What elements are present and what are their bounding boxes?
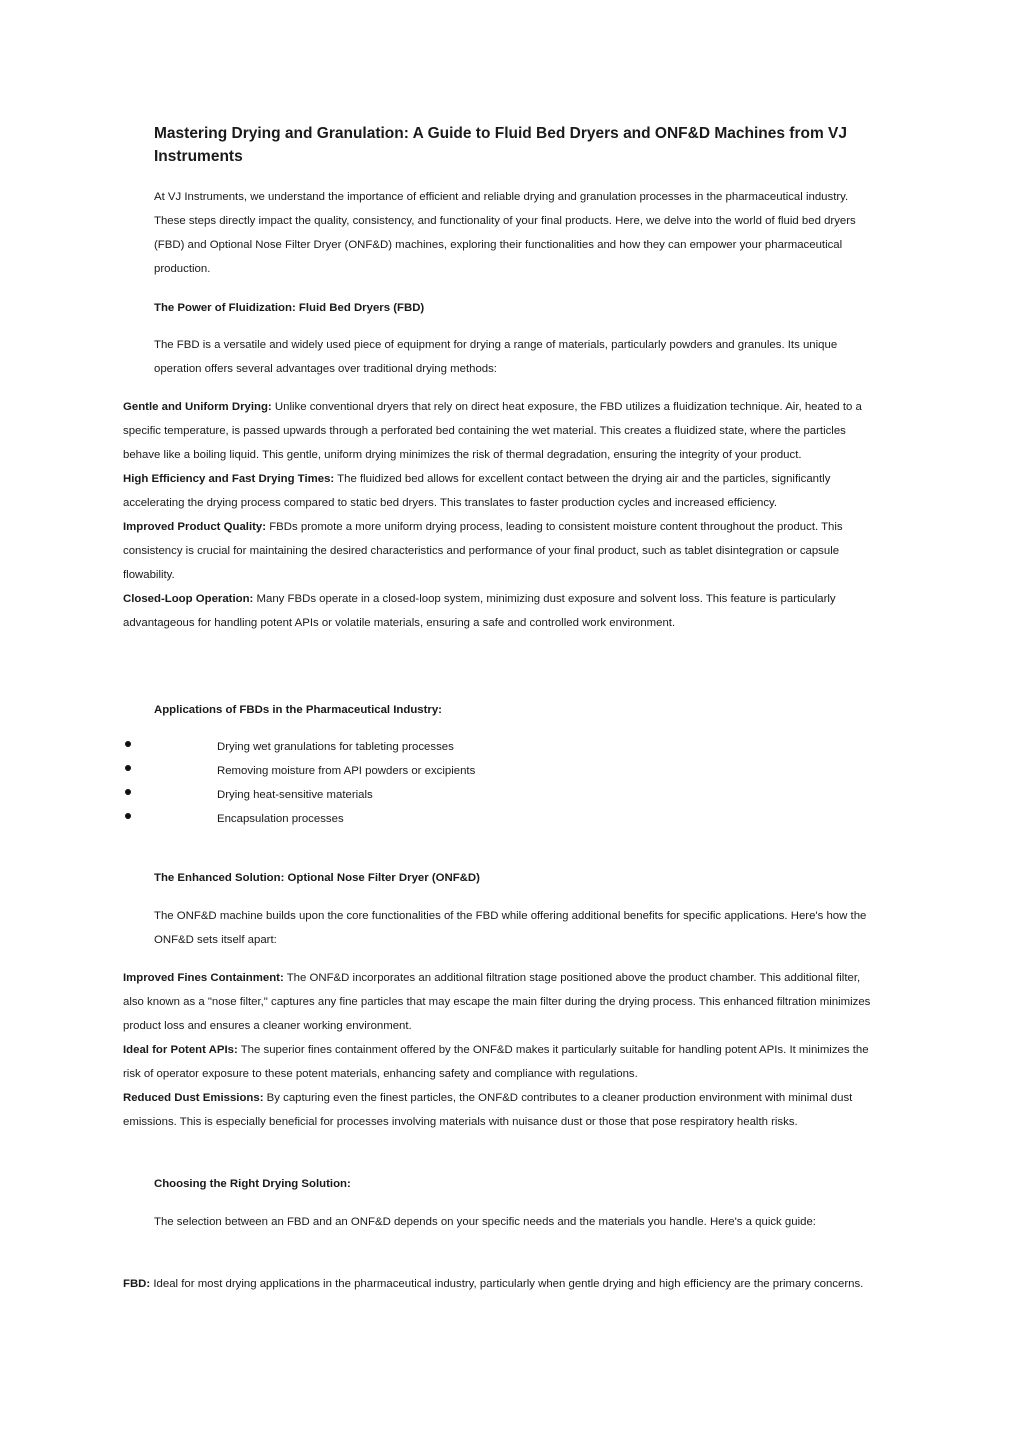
fbd-point-text: The fluidized bed allows for excellent contact between the drying air and the particles, significantly accelerating the drying process compared to static bed dryers. This translates to faster production cycles and increased efficiency. (123, 473, 831, 509)
list-item-text: Drying wet granulations for tableting processes (217, 741, 454, 753)
bullet-icon (125, 765, 131, 771)
fbd-point (123, 515, 873, 587)
list-item-text: Drying heat-sensitive materials (217, 789, 373, 801)
fbd-point-lead: High Efficiency and Fast Drying Times: (123, 473, 335, 485)
onfd-point-lead: Improved Fines Containment: (123, 972, 284, 984)
onfd-point (123, 1086, 873, 1134)
list-item (123, 735, 623, 759)
applications-list (123, 735, 623, 831)
intro-paragraph: At VJ Instruments, we understand the importance of efficient and reliable drying and granulation processes in the pharmaceutical industry. These steps directly impact the quality, consistency, and functionality of your final products. Here, we delve into the world of fluid bed dryers (FBD) and Optional Nose Filter Dryer (ONF&D) machines, exploring their functionalities and how they can empower your pharmaceutical production. (154, 191, 856, 275)
choosing-heading: Choosing the Right Drying Solution: (154, 1178, 351, 1190)
choosing-guide (123, 1272, 873, 1296)
bullet-icon (125, 813, 131, 819)
fbd-point-lead: Improved Product Quality: (123, 521, 267, 533)
fbd-point-lead: Gentle and Uniform Drying: (123, 401, 272, 413)
list-item (123, 807, 623, 831)
list-item (123, 759, 623, 783)
fbd-section-heading: The Power of Fluidization: Fluid Bed Dryers (FBD) (154, 302, 425, 314)
document-title: Mastering Drying and Granulation: A Guide to Fluid Bed Dryers and ONF&D Machines from VJ Instruments (154, 125, 847, 165)
fbd-point-text: FBDs promote a more uniform drying process, leading to consistent moisture content throughout the product. This consistency is crucial for maintaining the desired characteristics and performance of your final product, such as tablet disintegration or capsule flowability. (123, 521, 843, 581)
bullet-icon (125, 789, 131, 795)
bullet-icon (125, 741, 131, 747)
onfd-advantages (123, 966, 873, 1134)
fbd-intro-paragraph: The FBD is a versatile and widely used piece of equipment for drying a range of materials, particularly powders and granules. Its unique operation offers several advantages over traditional drying methods: (154, 339, 838, 375)
onfd-section-heading: The Enhanced Solution: Optional Nose Filter Dryer (ONF&D) (154, 872, 480, 884)
fbd-point (123, 395, 873, 467)
list-item-text: Encapsulation processes (217, 813, 344, 825)
list-item (123, 783, 623, 807)
onfd-point (123, 1038, 873, 1086)
onfd-point-text: The superior fines containment offered by the ONF&D makes it particularly suitable for handling potent APIs. It minimizes the risk of operator exposure to these potent materials, enhancing safety and compliance with regulations. (123, 1044, 869, 1080)
applications-heading: Applications of FBDs in the Pharmaceutical Industry: (154, 704, 442, 716)
onfd-point-lead: Reduced Dust Emissions: (123, 1092, 264, 1104)
onfd-point (123, 966, 873, 1038)
fbd-point-lead: Closed-Loop Operation: (123, 593, 254, 605)
onfd-intro-paragraph: The ONF&D machine builds upon the core functionalities of the FBD while offering additional benefits for specific applications. Here's how the ONF&D sets itself apart: (154, 910, 867, 946)
list-item-text: Removing moisture from API powders or excipients (217, 765, 476, 777)
choosing-intro-paragraph: The selection between an FBD and an ONF&D depends on your specific needs and the materials you handle. Here's a quick guide: (154, 1216, 816, 1228)
fbd-point-text: Many FBDs operate in a closed-loop system, minimizing dust exposure and solvent loss. This feature is particularly advantageous for handling potent APIs or volatile materials, ensuring a safe and controlled work environment. (123, 593, 836, 629)
onfd-point-text: By capturing even the finest particles, the ONF&D contributes to a cleaner production environment with minimal dust emissions. This is especially beneficial for processes involving materials with nuisance dust or those that pose respiratory health risks. (123, 1092, 853, 1128)
choosing-point-text: Ideal for most drying applications in the pharmaceutical industry, particularly when gentle drying and high efficiency are the primary concerns. (150, 1278, 864, 1290)
choosing-point-lead: FBD: (123, 1278, 151, 1290)
onfd-point-lead: Ideal for Potent APIs: (123, 1044, 238, 1056)
fbd-advantages (123, 395, 873, 635)
onfd-point-text: The ONF&D incorporates an additional filtration stage positioned above the product chamber. This additional filter, also known as a "nose filter," captures any fine particles that may escape the main filter during the drying process. This enhanced filtration minimizes product loss and ensures a cleaner working environment. (123, 972, 871, 1032)
fbd-point (123, 587, 873, 635)
fbd-point (123, 467, 873, 515)
fbd-point-text: Unlike conventional dryers that rely on direct heat exposure, the FBD utilizes a fluidization technique. Air, heated to a specific temperature, is passed upwards through a perforated bed containing the wet material. This creates a fluidized state, where the particles behave like a boiling liquid. This gentle, uniform drying minimizes the risk of thermal degradation, ensuring the integrity of your product. (123, 401, 862, 461)
choosing-point (123, 1272, 873, 1296)
